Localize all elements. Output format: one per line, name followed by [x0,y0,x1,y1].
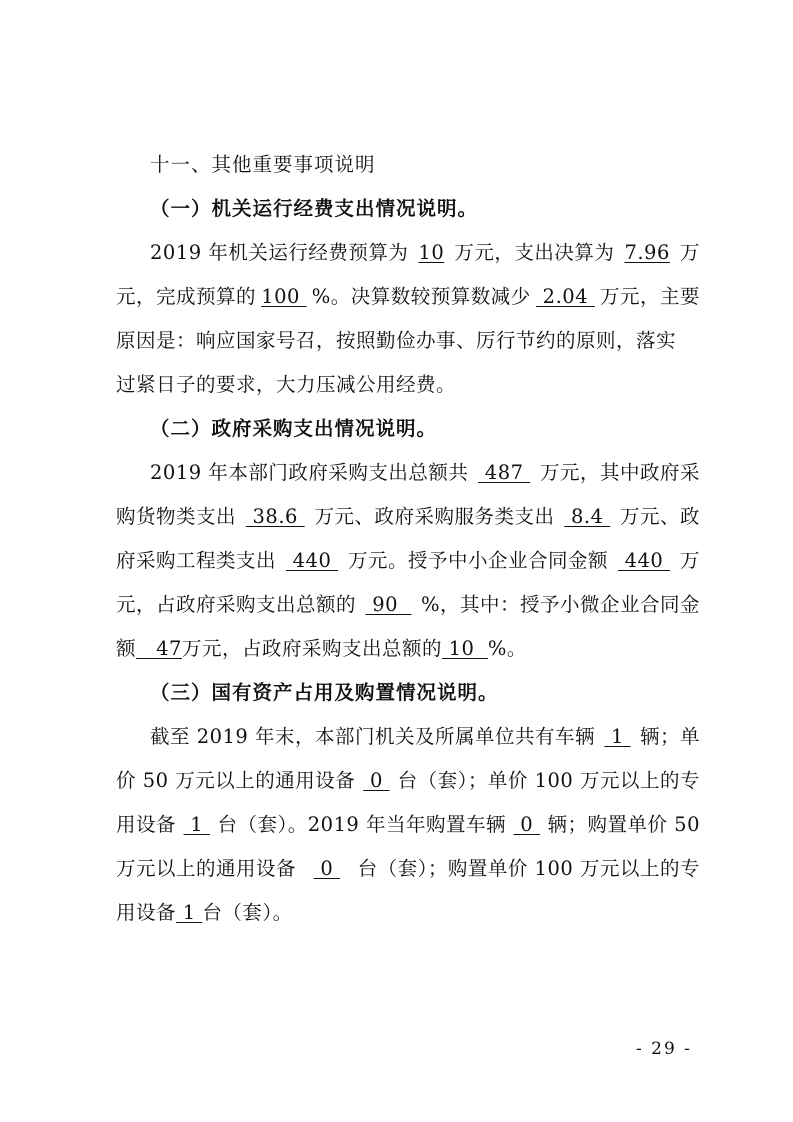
goods-value: 38.6 [245,505,305,528]
text-run: 台（套）。 [202,901,293,924]
text-run: 购货物类支出 [116,505,237,528]
procurement-total-value: 487 [478,461,531,484]
text-run: 过紧日子的要求，大力压减公用经费。 [116,373,457,396]
actual-value: 7.96 [624,241,670,264]
text-run: 2019 年本部门政府采购支出总额共 [150,461,469,484]
paragraph-line [150,460,700,486]
subsection-1-heading: （一）机关运行经费支出情况说明。 [150,197,479,220]
new-special-equipment-count-value: 1 [176,901,203,924]
sme-percent-value: 90 [365,593,412,616]
completion-rate-value: 100 [261,285,307,308]
micro-percent-value: 10 [441,637,488,660]
text-run: 台（套）；购置单价 100 万元以上的专 [357,857,700,880]
text-run: 万元，主要 [599,285,700,308]
services-value: 8.4 [564,505,611,528]
text-run: 辆；单 [639,725,700,748]
text-run: 万 [679,241,700,264]
page-number: - 29 - [636,1039,692,1059]
text-run: 用设备 [116,813,177,836]
text-run: 2019 年机关运行经费预算为 [150,241,409,264]
text-run: 截至 2019 年末，本部门机关及所属单位共有车辆 [150,725,596,748]
section-title: 十一、其他重要事项说明 [150,153,376,176]
text-run: 万元，其中政府采 [539,461,700,484]
paragraph-line [150,240,700,266]
works-value: 440 [285,549,339,572]
text-run: 元，完成预算的 [116,285,257,308]
text-run: 万元、政 [619,505,700,528]
paragraph-line [116,328,700,354]
paragraph-line [116,504,700,530]
paragraph-line [116,636,700,662]
paragraph-line [150,724,700,750]
text-run: 元，占政府采购支出总额的 [116,593,357,616]
paragraph-line [116,812,700,838]
text-run: 万元，占政府采购支出总额的 [181,637,442,660]
subsection-3-heading: （三）国有资产占用及购置情况说明。 [150,681,499,704]
text-run: 价 50 万元以上的通用设备 [116,769,356,792]
general-equipment-count-value: 0 [363,769,390,792]
text-run: 台（套）；单价 100 万元以上的专 [397,769,700,792]
paragraph-line [116,900,700,926]
paragraph-line [116,284,700,310]
text-run: 万元、政府采购服务类支出 [314,505,555,528]
paragraph-line [116,592,700,618]
sme-contract-value: 440 [617,549,671,572]
text-run: 府采购工程类支出 [116,549,277,572]
text-run: 万 [679,549,700,572]
text-run: 用设备 [116,901,177,924]
paragraph-line [116,548,700,574]
special-equipment-count-value: 1 [183,813,210,836]
paragraph-line [116,372,700,398]
text-run: %。决算数较预算数减少 [311,285,531,308]
text-run: 万元。授予中小企业合同金额 [347,549,608,572]
paragraph-line [116,856,700,882]
text-run: 额 [116,637,137,660]
text-run: 辆；购置单价 50 [547,813,700,836]
text-run: %。 [487,637,527,660]
text-run: %，其中：授予小微企业合同金 [420,593,700,616]
micro-contract-value: 47 [136,637,182,660]
text-run: 万元，支出决算为 [454,241,615,264]
new-general-equipment-count-value: 0 [313,857,340,880]
decrease-value: 2.04 [535,285,595,308]
vehicle-count-value: 1 [604,725,631,748]
subsection-2-heading: （二）政府采购支出情况说明。 [150,417,438,440]
text-run: 原因是：响应国家号召，按照勤俭办事、厉行节约的原则，落实 [116,329,677,352]
budget-value: 10 [418,241,445,264]
text-run: 台（套）。2019 年当年购置车辆 [217,813,507,836]
new-vehicle-count-value: 0 [513,813,540,836]
paragraph-line [116,768,700,794]
text-run: 万元以上的通用设备 [116,857,297,880]
